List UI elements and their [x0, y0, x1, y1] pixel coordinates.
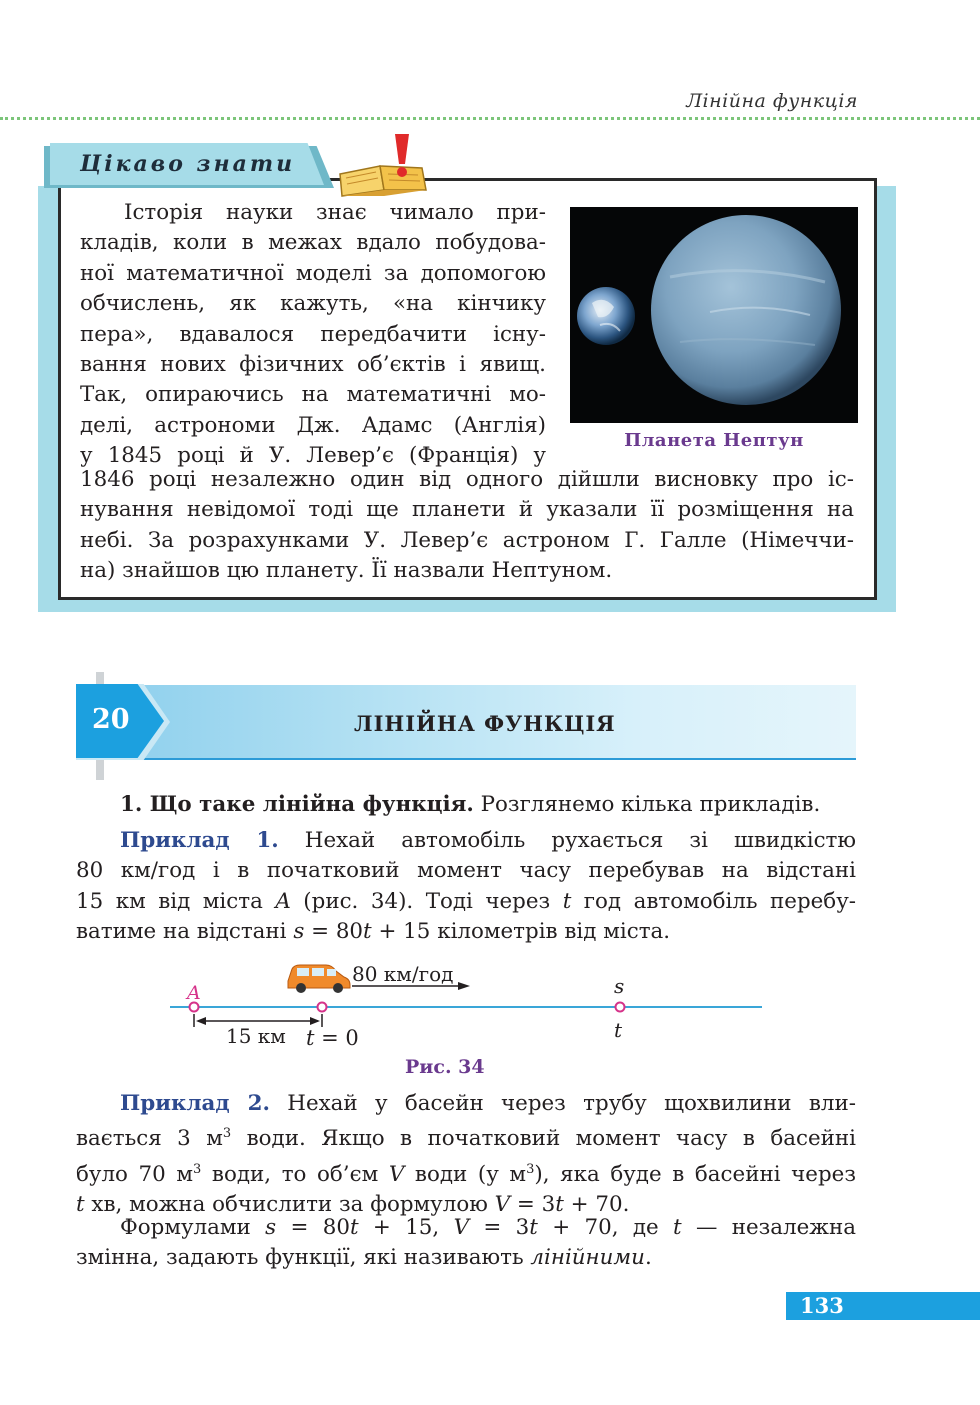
figure-34-diagram: [160, 955, 780, 1055]
story-line: небі. За розрахунками У. Левер’є астроном Г. Галле (Німеччи-: [80, 527, 854, 553]
text-run: — незалежна: [681, 1215, 856, 1240]
speed-label: 80 км/год: [352, 962, 454, 986]
variable: t: [76, 1192, 85, 1218]
point-s: [616, 1003, 625, 1012]
text-run: Нехай у басейн через трубу щохвилини вли-: [269, 1091, 857, 1116]
variable: t: [555, 1192, 564, 1218]
variable: A: [275, 888, 291, 914]
text-run: змінна, задають функції, які називають: [76, 1245, 531, 1271]
superscript: 3: [526, 1161, 535, 1177]
open-book-exclamation-icon: [332, 132, 432, 202]
text-run: було 70 м: [76, 1162, 194, 1188]
variable: t: [562, 888, 572, 914]
subsection-title: 1. Що таке лінійна функція.: [120, 792, 474, 817]
story-line: кладів, коли в межах вдало побудова-: [80, 230, 546, 256]
story-text-bottom: [80, 465, 854, 587]
superscript: 3: [222, 1126, 232, 1142]
text-run: год автомобіль перебу-: [571, 888, 857, 914]
point-t-label: t: [614, 1018, 623, 1042]
story-line: Так, опираючись на математичні мо-: [80, 382, 546, 408]
section-title: ЛІНІЙНА ФУНКЦІЯ: [354, 711, 616, 736]
image-caption: Планета Нептун: [624, 430, 804, 451]
text-run: води (у м: [404, 1162, 527, 1188]
text-run: води. Якщо в початковий момент часу в басейні: [231, 1126, 857, 1152]
text-run: = 3: [469, 1215, 530, 1240]
car-start-point: [318, 1003, 327, 1012]
text-run: + 70.: [563, 1192, 630, 1218]
story-line: у 1845 році й У. Левер’є (Франція) у: [80, 443, 546, 469]
story-line: ної математичної моделі за допомогою: [80, 260, 546, 286]
variable: t: [529, 1215, 538, 1240]
story-line: 1846 році незалежно один від одного дійшли висновку про іс-: [80, 467, 854, 492]
section-number: 20: [92, 704, 130, 735]
story-line: нування невідомої тоді ще планети й указали її розміщення на: [80, 497, 854, 523]
story-line: вання нових фізичних об’єктів і явищ.: [80, 352, 546, 378]
text-run: = 3: [510, 1192, 556, 1218]
story-line: Історія науки знає чимало при-: [124, 200, 546, 225]
text-run: вається 3 м: [76, 1126, 223, 1152]
point-s-label: s: [614, 974, 625, 998]
text-run: + 15: [371, 919, 431, 945]
running-header: Лінійна функція: [686, 90, 858, 112]
variable: t: [673, 1215, 682, 1240]
distance-label: 15 км: [226, 1024, 286, 1048]
text-run: + 15,: [358, 1215, 454, 1240]
neptune-earth-photo: [570, 207, 858, 423]
text-run: Формулами: [120, 1215, 266, 1240]
story-line: обчислень, як кажуть, «на кінчику: [80, 291, 546, 317]
story-line: на) знайшов цю планету. Її назвали Нептуном.: [80, 558, 613, 584]
text-run: .: [644, 1245, 652, 1271]
point-a-label: A: [187, 982, 201, 1004]
text-run: = 80: [276, 1215, 350, 1240]
subsection-heading: [120, 790, 856, 820]
example-label: Приклад 1.: [120, 828, 279, 853]
example-label: Приклад 2.: [120, 1091, 270, 1116]
story-text-top: [80, 198, 546, 472]
text-run: ватиме на відстані: [76, 919, 294, 945]
figure-caption: Рис. 34: [405, 1056, 485, 1078]
text-run: води, то об’єм: [201, 1162, 389, 1188]
time-zero-label: [306, 1026, 359, 1050]
car-icon: [288, 965, 350, 993]
text-run: = 80: [304, 919, 364, 945]
variable: V: [388, 1162, 405, 1188]
subsection-intro: Розглянемо кілька прикладів.: [473, 792, 821, 817]
text-run: Нехай автомобіль рухається зі швидкістю: [278, 828, 857, 853]
variable: V: [494, 1192, 511, 1218]
story-line: делі, астрономи Дж. Адамс (Англія): [80, 412, 546, 438]
definition-paragraph: [76, 1213, 856, 1274]
time-zero: = 0: [314, 1026, 359, 1050]
variable: V: [453, 1215, 470, 1240]
time-var: t: [306, 1026, 315, 1050]
page-number: 133: [800, 1293, 844, 1318]
variable: s: [293, 919, 305, 945]
example-1: [76, 826, 856, 948]
header-rule: [0, 117, 980, 120]
text-run: 15 км від міста: [76, 888, 276, 914]
text-run: хв, можна обчислити за формулою: [84, 1192, 495, 1218]
text-run: 80 км/год і в початковий момент часу перебував на відстані: [76, 858, 856, 884]
example-2: [76, 1089, 856, 1221]
superscript: 3: [193, 1161, 202, 1177]
text-run: ), яка буде в басейні через: [534, 1162, 856, 1188]
defined-term: лінійними: [530, 1245, 645, 1271]
variable: t: [349, 1215, 359, 1240]
variable: s: [265, 1215, 277, 1240]
text-run: + 70, де: [537, 1215, 674, 1240]
text-run: кілометрів від міста.: [430, 919, 671, 945]
did-you-know-title: Цікаво знати: [80, 151, 296, 177]
variable: t: [363, 919, 372, 945]
story-line: пера», вдавалося передбачити існу-: [80, 321, 546, 347]
text-run: (рис. 34). Тоді через: [290, 888, 563, 914]
